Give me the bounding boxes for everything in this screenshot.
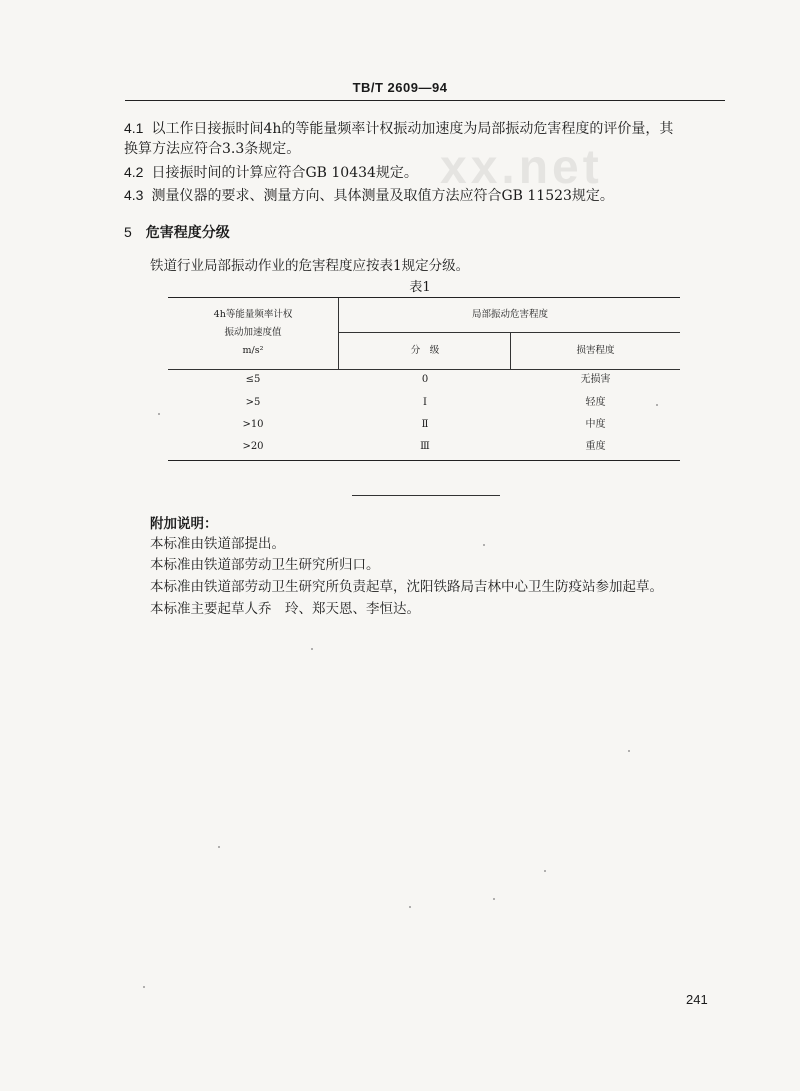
watermark: xx.net — [440, 141, 603, 194]
row-damage: 重度 — [585, 441, 606, 452]
header-hazard-group: 局部振动危害程度 — [471, 309, 548, 320]
notes-line: 本标准由铁道部劳动卫生研究所负责起草，沈阳铁路局吉林中心卫生防疫站参加起草。 — [150, 579, 663, 595]
row-value: >5 — [245, 397, 261, 408]
row-grade: Ⅲ — [420, 441, 430, 452]
section-number: 5 — [124, 224, 132, 240]
header-grade: 分 级 — [410, 345, 440, 356]
clause-text: 换算方法应符合3.3条规定。 — [124, 141, 301, 157]
header-damage: 损害程度 — [576, 345, 615, 356]
scan-speck — [544, 870, 546, 872]
table-head-rule — [168, 369, 680, 370]
clause-number: 4.1 — [124, 120, 144, 136]
scan-speck — [158, 413, 160, 415]
row-grade: 0 — [421, 374, 429, 385]
end-of-text-rule — [352, 495, 500, 496]
section-heading — [124, 222, 230, 242]
header-value-unit: m/s² — [242, 345, 264, 356]
row-damage: 中度 — [585, 419, 606, 430]
header-value-line-2: 振动加速度值 — [224, 327, 282, 338]
notes-line: 本标准由铁道部劳动卫生研究所归口。 — [150, 557, 380, 573]
row-damage: 轻度 — [585, 397, 606, 408]
scan-speck — [311, 648, 313, 650]
row-damage: 无损害 — [580, 374, 611, 385]
clause-text: 以工作日接振时间4h的等能量频率计权振动加速度为局部振动危害程度的评价量，其 — [151, 121, 674, 137]
scan-speck — [483, 544, 485, 546]
scan-speck — [628, 750, 630, 752]
clause-number: 4.3 — [124, 187, 144, 203]
page-number: 241 — [686, 992, 708, 1007]
clause-4-3 — [124, 185, 614, 206]
table-caption: 表1 — [409, 280, 431, 295]
row-value: >20 — [242, 441, 264, 452]
table-divider — [338, 298, 339, 370]
scan-speck — [409, 906, 411, 908]
scan-speck — [218, 846, 220, 848]
clause-text: 日接振时间的计算应符合GB 10434规定。 — [151, 165, 418, 181]
scan-speck — [143, 986, 145, 988]
clause-4-1-line-2 — [124, 139, 300, 159]
section-title: 危害程度分级 — [145, 225, 230, 241]
row-value: >10 — [242, 419, 264, 430]
intro-paragraph: 铁道行业局部振动作业的危害程度应按表1规定分级。 — [150, 258, 470, 274]
header-rule — [125, 100, 725, 101]
row-value: ≤5 — [245, 374, 261, 385]
table-bottom-rule — [168, 460, 680, 461]
clause-4-1-line-1 — [124, 118, 673, 139]
notes-line: 本标准由铁道部提出。 — [150, 536, 285, 552]
notes-line: 本标准主要起草人乔 玲、郑天恩、李恒达。 — [150, 601, 420, 617]
header-value-line-1: 4h等能量频率计权 — [213, 309, 293, 320]
clause-text: 测量仪器的要求、测量方向、具体测量及取值方法应符合GB 11523规定。 — [151, 188, 614, 204]
standard-code-header: TB/T 2609—94 — [352, 80, 448, 95]
clause-number: 4.2 — [124, 164, 144, 180]
scan-speck — [493, 898, 495, 900]
notes-title: 附加说明： — [150, 516, 218, 532]
clause-4-2 — [124, 162, 418, 183]
row-grade: Ⅱ — [421, 419, 429, 430]
row-grade: Ⅰ — [423, 397, 427, 408]
scan-speck — [656, 404, 658, 406]
table-top-rule — [168, 297, 680, 298]
